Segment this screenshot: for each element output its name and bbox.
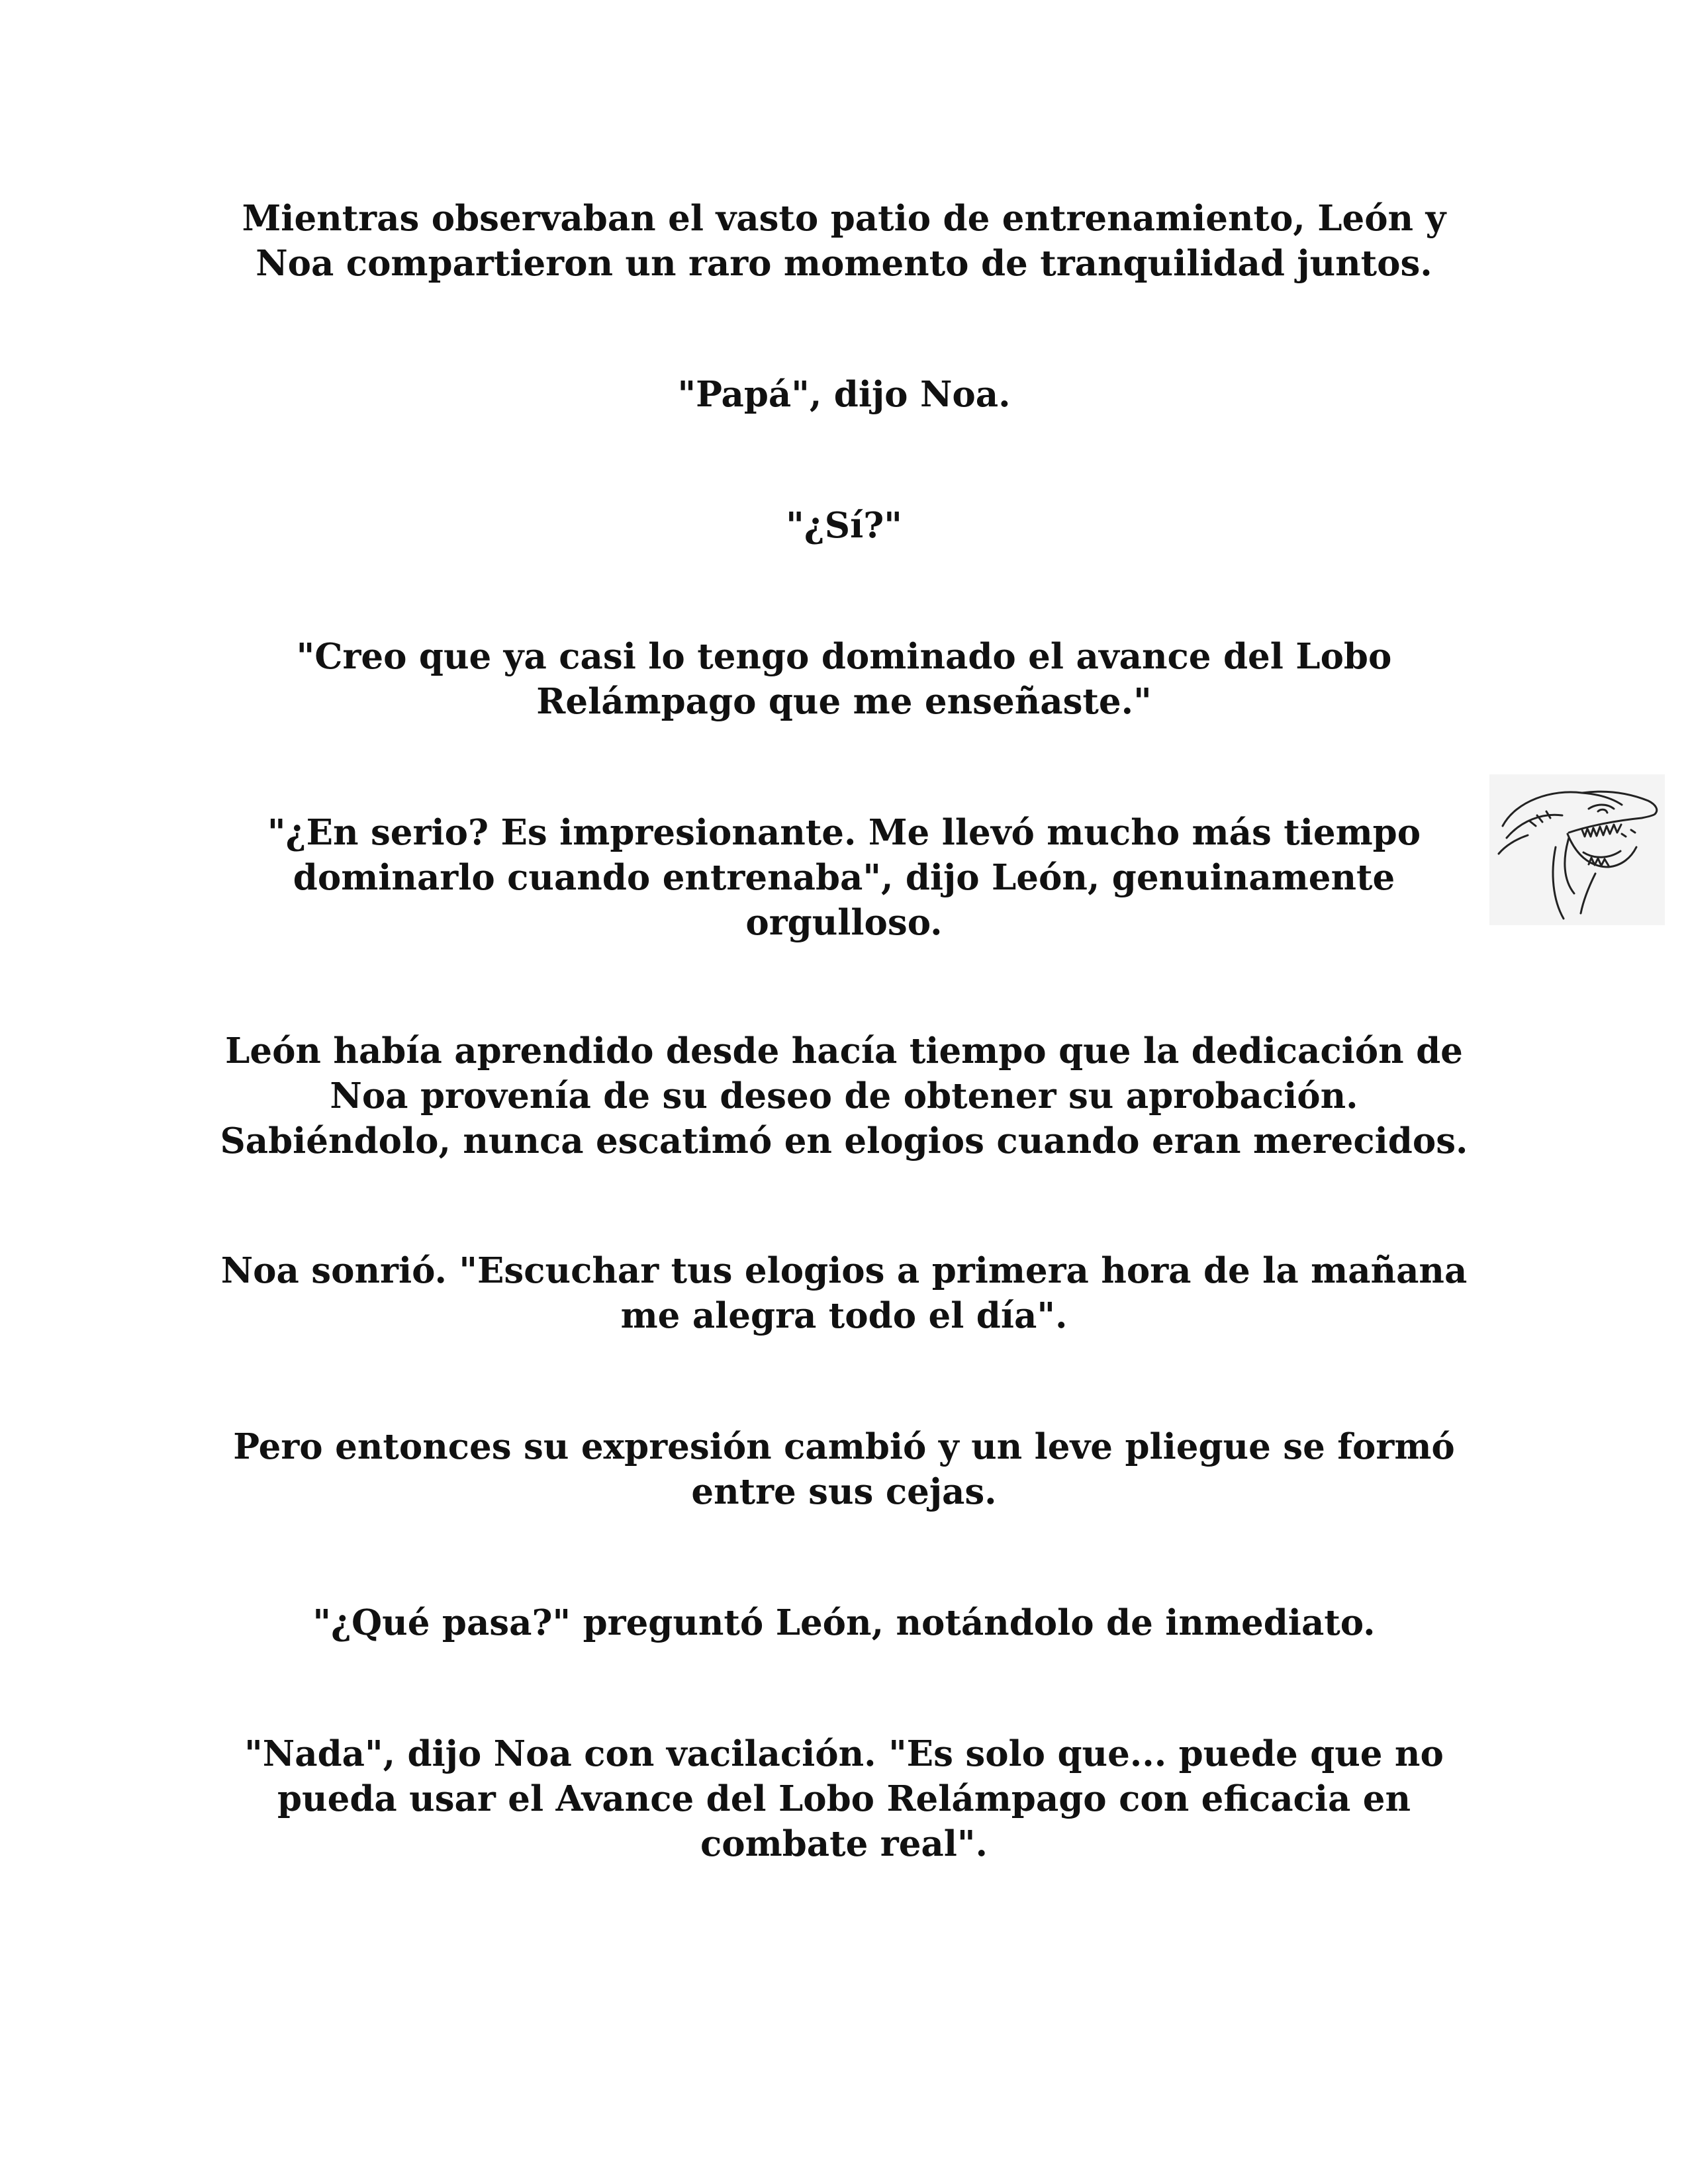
paragraph-3: "¿Sí?" bbox=[786, 505, 902, 546]
paragraph-1: Mientras observaban el vasto patio de entrenamiento, León y Noa compartieron un raro momento de tranquilidad juntos. bbox=[242, 198, 1446, 284]
paragraph-2: "Papá", dijo Noa. bbox=[677, 374, 1011, 415]
paragraph-6: León había aprendido desde hacía tiempo que la dedicación de Noa provenía de su deseo de obtener su aprobación. Sabiéndolo, nunca escatimó en elogios cuando eran merecidos. bbox=[220, 1030, 1468, 1161]
paragraph-9: "¿Qué pasa?" preguntó León, notándolo de inmediato. bbox=[312, 1602, 1376, 1643]
paragraph-10: "Nada", dijo Noa con vacilación. "Es solo que... puede que no pueda usar el Avance del Lobo Relámpago con eficacia en combate real". bbox=[244, 1733, 1444, 1864]
paragraph-7: Noa sonrió. "Escuchar tus elogios a primera hora de la mañana me alegra todo el día". bbox=[220, 1250, 1468, 1336]
paragraph-4: "Creo que ya casi lo tengo dominado el avance del Lobo Relámpago que me enseñaste." bbox=[296, 636, 1392, 722]
paragraph-5: "¿En serio? Es impresionante. Me llevó mucho más tiempo dominarlo cuando entrenaba", dijo León, genuinamente orgulloso. bbox=[267, 812, 1421, 943]
paragraph-8: Pero entonces su expresión cambió y un leve pliegue se formó entre sus cejas. bbox=[233, 1426, 1455, 1512]
dinosaur-head-sketch-icon bbox=[1489, 774, 1665, 925]
